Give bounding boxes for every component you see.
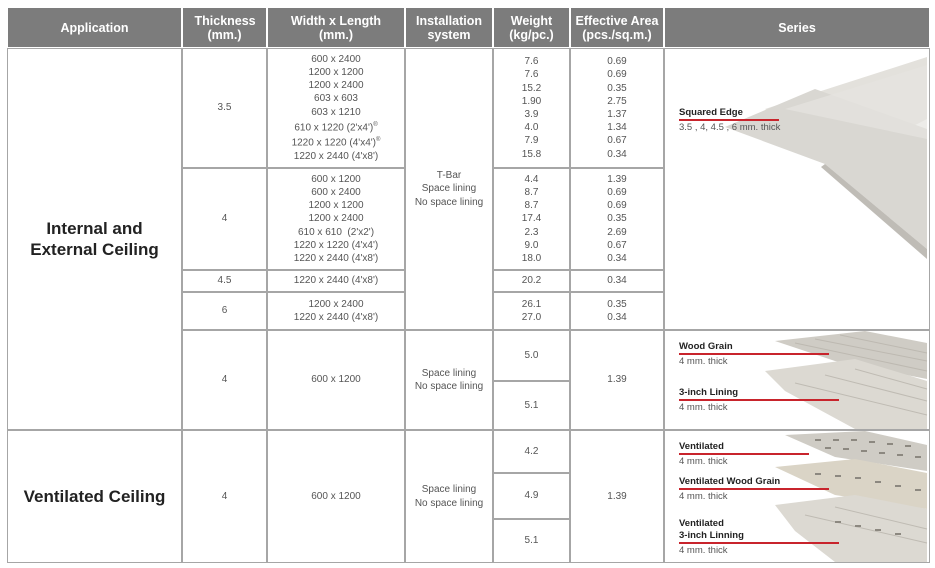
series-name: Ventilated (679, 441, 724, 452)
size-value: 600 x 1200 (311, 374, 361, 386)
header-thickness (182, 7, 267, 48)
series-name: Wood Grain (679, 341, 733, 352)
header-application-label: Application (60, 20, 129, 35)
weight-value: 15.2 (521, 82, 542, 94)
series-detail: 4 mm. thick (679, 456, 728, 467)
size-value: 1220 x 2440 (4'x8') (293, 150, 379, 162)
area-cell (570, 430, 664, 563)
weight-value: 7.6 (524, 56, 539, 68)
series-name: Squared Edge (679, 107, 743, 118)
header-size (267, 7, 405, 48)
size-value: 600 x 1200 (311, 490, 361, 502)
installation-cell (405, 330, 493, 430)
size-value: 603 x 1210 (311, 106, 361, 118)
area-value: 1.37 (607, 109, 627, 120)
weight-cell (493, 168, 570, 270)
installation-cell (405, 48, 493, 330)
series-name: Ventilated (679, 518, 724, 529)
installation-value: No space lining (414, 196, 484, 208)
weight-cell (493, 330, 570, 381)
thickness-value: 4 (221, 213, 228, 225)
area-cell (570, 292, 664, 330)
weight-cell (493, 430, 570, 473)
area-cell (570, 168, 664, 270)
series-underline (679, 119, 779, 121)
weight-value: 5.0 (524, 349, 539, 361)
installation-value: T-Bar (436, 170, 462, 182)
weight-value: 4.9 (524, 490, 539, 502)
weight-value: 5.1 (524, 399, 539, 411)
weight-value: 1.90 (521, 95, 542, 107)
series-detail: 4 mm. thick (679, 402, 728, 413)
header-weight-label: Weight (kg/pc.) (509, 13, 554, 42)
weight-value: 26.1 (521, 298, 542, 310)
size-value: 1200 x 2400 (308, 298, 364, 310)
series-detail: 4 mm. thick (679, 491, 728, 502)
area-value: 0.35 (607, 82, 627, 94)
header-series-label: Series (778, 20, 816, 35)
header-application (7, 7, 182, 48)
size-value: 610 x 1220 (2'x4') (294, 122, 374, 134)
header-installation-label: Installation system (416, 13, 482, 42)
area-value: 1.39 (607, 173, 627, 185)
size-value: 1220 x 2440 (4'x8') (293, 253, 379, 264)
application-label: Internal and External Ceiling (30, 219, 159, 259)
weight-value: 15.8 (521, 148, 542, 160)
header-installation (405, 7, 493, 48)
thickness-cell (182, 168, 267, 270)
series-name: Ventilated Wood Grain (679, 476, 781, 487)
installation-value: No space lining (414, 497, 484, 509)
area-value: 0.34 (607, 275, 627, 287)
weight-value: 8.7 (524, 186, 539, 198)
size-value: 600 x 2400 (311, 53, 361, 65)
weight-cell (493, 292, 570, 330)
size-value: 1200 x 1200 (308, 200, 364, 212)
thickness-cell (182, 48, 267, 168)
header-area-label: Effective Area (pcs./sq.m.) (575, 13, 659, 42)
area-value: 1.34 (607, 122, 627, 134)
squared-edge-board-image (665, 49, 929, 329)
thickness-value: 4.5 (217, 275, 232, 287)
weight-value: 7.6 (524, 69, 539, 81)
area-cell (570, 330, 664, 430)
weight-value: 17.4 (521, 213, 542, 225)
thickness-cell (182, 430, 267, 563)
header-area (570, 7, 664, 48)
area-value: 0.34 (607, 312, 627, 323)
weight-cell (493, 381, 570, 430)
area-value: 2.75 (607, 95, 627, 107)
weight-value: 3.9 (524, 109, 539, 120)
application-ventilated (7, 430, 182, 563)
series-name: 3-inch Lining (679, 387, 739, 398)
size-value: 1200 x 1200 (308, 67, 364, 79)
weight-cell (493, 270, 570, 292)
installation-value: Space lining (421, 367, 477, 379)
weight-cell (493, 519, 570, 563)
installation-value: Space lining (421, 484, 477, 496)
area-value: 0.35 (607, 213, 627, 225)
area-value: 0.69 (607, 200, 627, 212)
application-internal-external (7, 48, 182, 430)
size-value: 600 x 2400 (311, 186, 361, 198)
size-value: 1220 x 1220 (4'x4') (291, 137, 376, 149)
header-weight (493, 7, 570, 48)
series-underline (679, 453, 809, 455)
area-value: 1.39 (607, 374, 627, 386)
thickness-value: 6 (221, 305, 228, 317)
registered-mark-icon: ® (376, 137, 381, 144)
thickness-value: 4 (221, 374, 228, 386)
size-value: 1200 x 2400 (308, 213, 364, 225)
header-size-label: Width x Length (mm.) (290, 13, 382, 42)
thickness-cell (182, 270, 267, 292)
size-cell (267, 292, 405, 330)
series-cell-ventilated (664, 430, 930, 563)
size-cell (267, 430, 405, 563)
area-value: 0.69 (607, 69, 627, 81)
area-cell (570, 270, 664, 292)
header-thickness-label: Thickness (mm.) (194, 13, 256, 42)
series-detail: 3.5 , 4, 4.5 , 6 mm. thick (679, 122, 781, 133)
size-cell (267, 270, 405, 292)
area-value: 0.34 (607, 253, 627, 264)
size-cell (267, 48, 405, 168)
header-series (664, 7, 930, 48)
weight-value: 2.3 (524, 226, 539, 238)
size-value: 600 x 1200 (311, 173, 361, 185)
thickness-cell (182, 330, 267, 430)
series-cell-lining (664, 330, 930, 430)
area-value: 0.34 (607, 148, 627, 160)
weight-value: 20.2 (521, 275, 542, 287)
size-value: 1200 x 2400 (308, 80, 364, 92)
area-value: 0.69 (607, 186, 627, 198)
size-value-wrap (292, 134, 381, 150)
series-cell-squared (664, 48, 930, 330)
area-value: 0.35 (607, 298, 627, 310)
size-value: 1220 x 1220 (4'x4') (293, 239, 379, 251)
area-value: 0.69 (607, 56, 627, 68)
series-underline (679, 353, 829, 355)
weight-value: 7.9 (524, 135, 539, 147)
area-cell (570, 48, 664, 168)
area-value: 1.39 (607, 490, 627, 502)
weight-value: 18.0 (521, 253, 542, 264)
installation-cell (405, 430, 493, 563)
installation-value: No space lining (414, 381, 484, 392)
thickness-value: 3.5 (217, 102, 232, 114)
weight-value: 4.4 (524, 173, 539, 185)
thickness-cell (182, 292, 267, 330)
series-underline (679, 399, 839, 401)
area-value: 0.67 (607, 135, 627, 147)
size-cell (267, 168, 405, 270)
series-ventilated-3-inch-linning (679, 518, 744, 557)
thickness-value: 4 (221, 490, 228, 502)
weight-value: 4.0 (524, 122, 539, 134)
size-value: 603 x 603 (314, 93, 358, 105)
size-value-wrap (294, 119, 377, 135)
series-detail: 4 mm. thick (679, 356, 728, 367)
weight-cell (493, 48, 570, 168)
series-detail: 4 mm. thick (679, 545, 728, 556)
series-underline (679, 542, 839, 544)
size-value: 1220 x 2440 (4'x8') (293, 275, 379, 287)
area-value: 2.69 (607, 226, 627, 238)
weight-value: 4.2 (524, 445, 539, 457)
weight-value: 27.0 (521, 312, 542, 323)
size-cell (267, 330, 405, 430)
size-value: 1220 x 2440 (4'x8') (293, 312, 379, 323)
installation-value: Space lining (421, 183, 477, 195)
weight-value: 8.7 (524, 200, 539, 212)
size-value: 610 x 610 (2'x2') (297, 226, 375, 238)
series-name: 3-inch Linning (679, 530, 744, 541)
series-underline (679, 488, 829, 490)
weight-value: 5.1 (524, 535, 539, 547)
registered-mark-icon: ® (373, 121, 378, 128)
weight-cell (493, 473, 570, 519)
weight-value: 9.0 (524, 239, 539, 251)
area-value: 0.67 (607, 239, 627, 251)
application-label: Ventilated Ceiling (23, 487, 166, 506)
